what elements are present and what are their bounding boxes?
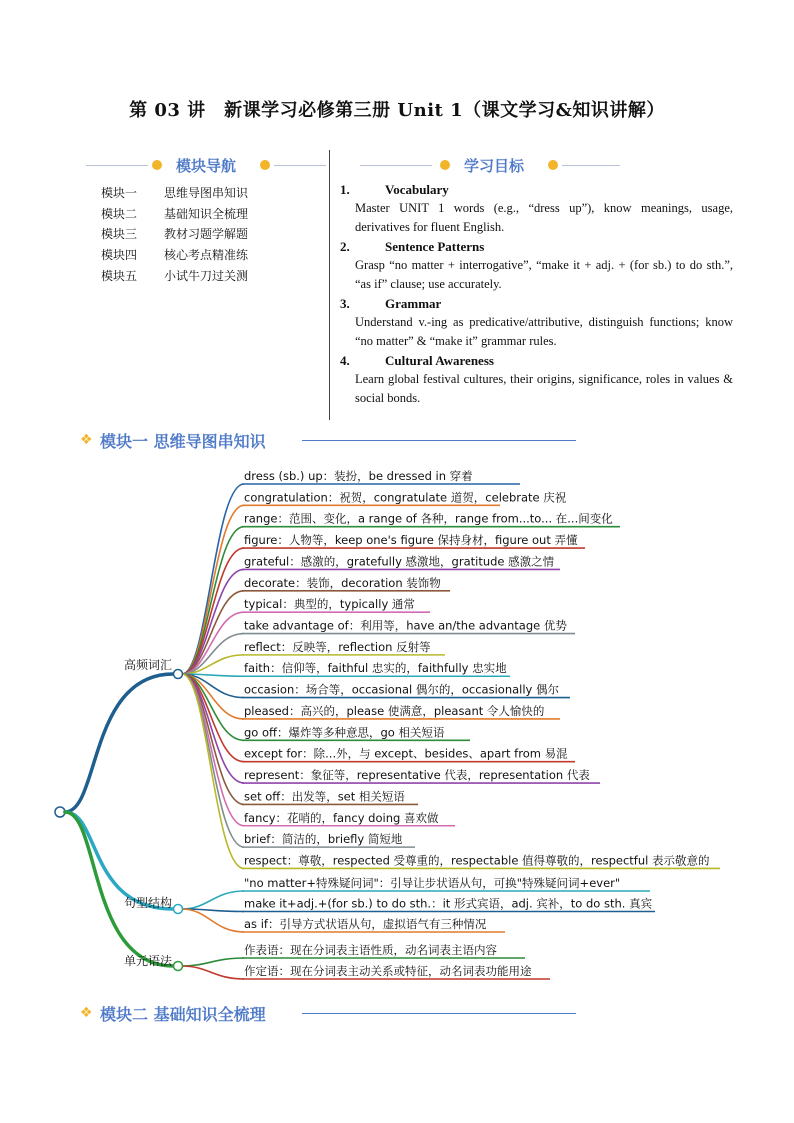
- module-nav-list: [101, 184, 248, 287]
- nav-item[interactable]: 模块三 教材习题学解题: [101, 227, 249, 242]
- goals-heading-text: 学习目标: [464, 157, 525, 175]
- mind-map-leaf-text: range：范围、变化，a range of 各种，range from...to... 在...间变化: [244, 511, 613, 526]
- goal-body: Understand v.-ing as predicative/attributive, distinguish functions; know “no matter” & “make it” grammar rules.: [355, 315, 733, 348]
- nav-heading: [86, 152, 326, 178]
- module1-heading-text: 模块一 思维导图串知识: [100, 432, 266, 451]
- module2-heading-line: [302, 1013, 576, 1014]
- mind-map-branch-link: [65, 674, 173, 812]
- nav-item[interactable]: 模块五 小试牛刀过关测: [101, 268, 249, 283]
- goal-body: Grasp “no matter + interrogative”, “make it + adj. + (for sb.) to do sth.”, “as if” clause; use accurately.: [355, 258, 733, 291]
- mind-map-branch-label: 高频词汇: [124, 658, 173, 672]
- goal-title: 3. Grammar: [340, 296, 442, 311]
- nav-heading-dot-right: [260, 160, 270, 170]
- mind-map-leaf-text: except for：除...外，与 except、besides、apart from 易混: [244, 746, 568, 761]
- goals-heading-dot-left: [440, 160, 450, 170]
- learning-goals: [340, 181, 733, 409]
- mind-map-leaf-text: grateful：感激的，gratefully 感激地，gratitude 感激之情: [244, 554, 555, 569]
- mind-map-leaf-text: decorate：装饰，decoration 装饰物: [244, 575, 441, 590]
- mind-map-leaf-text: dress (sb.) up：装扮，be dressed in 穿着: [244, 469, 473, 483]
- mind-map-leaf-text: represent：象征等，representative 代表，representation 代表: [244, 768, 590, 783]
- goal-body: Learn global festival cultures, their origins, significance, roles in values & social bonds.: [355, 372, 733, 405]
- nav-heading-dot-left: [152, 160, 162, 170]
- module1-heading-line: [302, 440, 576, 441]
- diamond-icon: ❖: [80, 1005, 93, 1021]
- goals-heading-line-right: [562, 165, 620, 166]
- mind-map-leaf-text: typical：典型的，typically 通常: [244, 597, 415, 612]
- mind-map-branch-node: [174, 670, 183, 679]
- mind-map-leaf-link: [182, 891, 244, 909]
- goal-title: 1. Vocabulary: [340, 182, 449, 197]
- nav-heading-text: 模块导航: [176, 157, 237, 175]
- mind-map-leaf-text: take advantage of：利用等，have an/the advantage 优势: [244, 618, 567, 633]
- mind-map-leaf-text: faith：信仰等，faithful 忠实的，faithfully 忠实地: [244, 661, 507, 676]
- mind-map-leaf-link: [182, 958, 244, 966]
- diamond-icon: ❖: [80, 432, 93, 448]
- nav-item[interactable]: 模块一 思维导图串知识: [101, 186, 249, 200]
- mind-map-branch-node: [174, 905, 183, 914]
- mind-map-leaf-text: figure：人物等，keep one's figure 保持身材，figure out 弄懂: [244, 533, 578, 548]
- goal-body: Master UNIT 1 words (e.g., “dress up”), know meanings, usage, derivatives for fluent English.: [355, 201, 733, 234]
- mind-map-branch-label: 句型结构: [124, 896, 173, 910]
- column-divider: [329, 150, 330, 420]
- mind-map-leaf-text: make it+adj.+(for sb.) to do sth.：it 形式宾语，adj. 宾补，to do sth. 真宾: [244, 896, 653, 911]
- nav-item[interactable]: 模块二 基础知识全梳理: [101, 206, 249, 221]
- mind-map-branch-label: 单元语法: [124, 954, 173, 968]
- nav-heading-line-left: [86, 165, 148, 166]
- page-title: 第 03 讲 新课学习必修第三册 Unit 1（课文学习&知识讲解）: [129, 100, 665, 121]
- module2-heading-text: 模块二 基础知识全梳理: [100, 1005, 266, 1024]
- mind-map-leaf-text: set off：出发等，set 相关短语: [244, 789, 405, 804]
- mind-map-leaf-text: go off：爆炸等多种意思，go 相关短语: [244, 725, 445, 740]
- mind-map-leaf-text: 作表语：现在分词表主语性质，动名词表主语内容: [244, 943, 497, 957]
- goals-heading: [360, 152, 620, 178]
- mind-map: [0, 455, 794, 995]
- nav-item[interactable]: 模块四 核心考点精准练: [101, 248, 249, 263]
- mind-map-leaf-text: reflect：反映等，reflection 反射等: [244, 639, 431, 654]
- mind-map-leaf-text: 作定语：现在分词表主动关系或特征，动名词表功能用途: [244, 964, 532, 978]
- mind-map-leaf-text: fancy：花哨的，fancy doing 喜欢做: [244, 810, 439, 825]
- mind-map-leaf-text: respect：尊敬，respected 受尊重的，respectable 值得尊敬的，respectful 表示敬意的: [244, 853, 710, 868]
- mind-map-leaf-text: occasion：场合等，occasional 偶尔的，occasionally 偶尔: [244, 682, 560, 697]
- nav-heading-line-right: [274, 165, 326, 166]
- mind-map-leaf-text: "no matter+特殊疑问词"：引导让步状语从句，可换"特殊疑问词+ever": [244, 876, 621, 890]
- mind-map-leaf-link: [182, 674, 244, 804]
- mind-map-leaf-text: pleased：高兴的，please 使满意，pleasant 令人愉快的: [244, 703, 545, 718]
- mind-map-leaf-text: brief：简洁的，briefly 简短地: [244, 832, 403, 847]
- mind-map-leaf-text: as if：引导方式状语从句，虚拟语气有三种情况: [244, 917, 487, 931]
- mind-map-branch-node: [174, 962, 183, 971]
- mind-map-leaf-link: [182, 909, 244, 932]
- goal-title: 2. Sentence Patterns: [340, 239, 485, 254]
- mind-map-leaf-text: congratulation：祝贺，congratulate 道贺，celebrate 庆祝: [244, 490, 567, 505]
- mind-map-leaf-link: [182, 966, 244, 979]
- goal-title: 4. Cultural Awareness: [340, 353, 494, 368]
- goals-heading-line-left: [360, 165, 432, 166]
- goals-heading-dot-right: [548, 160, 558, 170]
- mind-map-leaf-link: [182, 505, 244, 674]
